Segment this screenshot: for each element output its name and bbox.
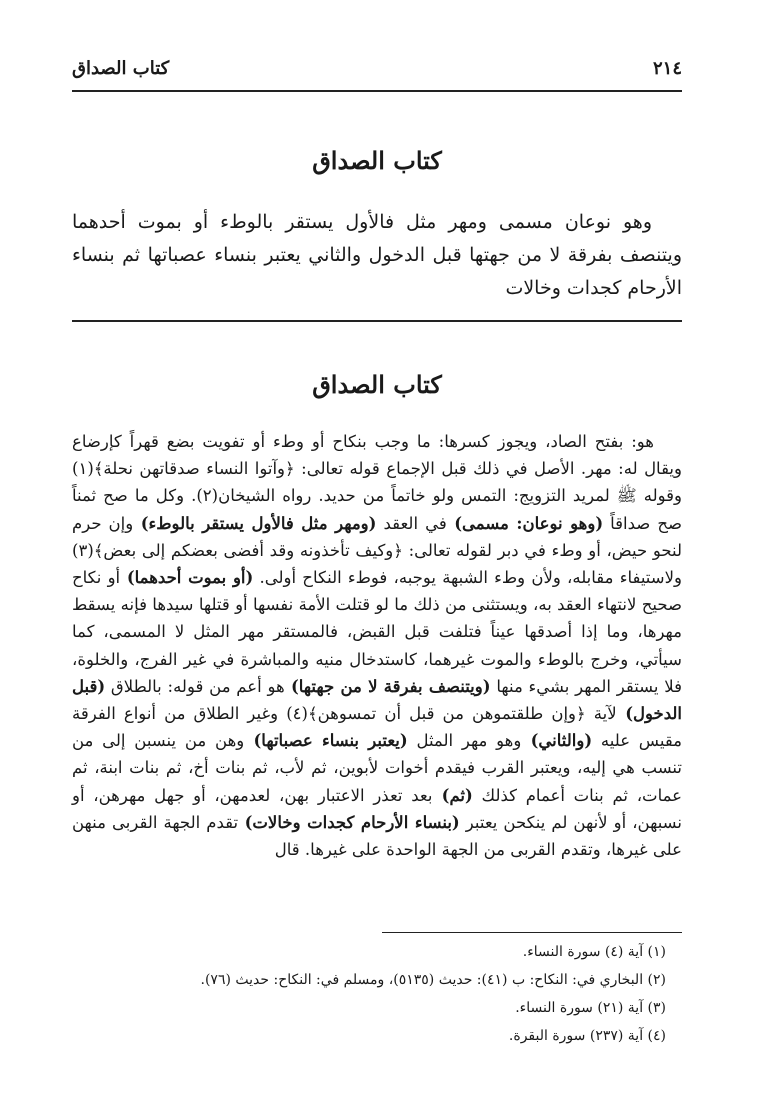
- commentary-run: وهو مهر المثل: [407, 731, 522, 751]
- chapter-title-sharh: كتاب الصداق: [312, 370, 442, 399]
- matn-quote: (ومهر مثل فالأول يستقر بالوطء): [133, 513, 377, 533]
- footnote-item: (٢) البخاري في: النكاح: ب (٤١): حديث (٥١٣٥)، ومسلم في: النكاح: حديث (٧٦).: [200, 972, 666, 988]
- commentary-run: هو أعم من قوله: بالطلاق: [105, 676, 285, 696]
- matn-text: وهو نوعان مسمى ومهر مثل فالأول يستقر بالوطء أو بموت أحدهما ويتنصف بفرقة لا من جهتها قبل الدخول والثاني يعتبر بنساء عصباتها ثم بنساء الأرحام كجدات وخالات: [72, 211, 682, 299]
- commentary-run: بعد تعذر الاعتبار بهن، لعدمهن، أو جهل مهرهن، أو نسبهن، أو لأنهن لم ينكحن يعتبر: [72, 785, 682, 832]
- matn-quote: (أو بموت أحدهما): [120, 568, 254, 588]
- footnotes-list: [72, 938, 682, 1050]
- matn-quote: (بنساء الأرحام كجدات وخالات): [238, 812, 460, 832]
- matn-quote: (ويتنصف بفرقة لا من جهتها): [284, 676, 491, 696]
- section-divider: [72, 320, 682, 322]
- chapter-title-matn: كتاب الصداق: [312, 146, 442, 175]
- page-header: [72, 58, 682, 90]
- footnote-item: (٣) آية (٢١) سورة النساء.: [515, 1000, 666, 1016]
- footnote-rule: [382, 932, 682, 933]
- running-title: كتاب الصداق: [72, 58, 170, 79]
- commentary-run: وهن من ينسبن إلى من تنسب هي إليه، ويعتبر القرب فيقدم أخوات لأبوين، ثم لأب، ثم بنات أخ، ثم بنات ابنة، ثم عمات، ثم بنات أعمام كذلك: [72, 731, 683, 805]
- commentary-run: تقدم الجهة القربى منهن على غيرها، وتقدم القربى من الجهة الواحدة على غيرها. قال: [72, 812, 682, 860]
- footnote-item: (١) آية (٤) سورة النساء.: [522, 944, 666, 960]
- commentary-run: هو: بفتح الصاد، ويجوز كسرها: ما وجب بنكاح أو وطء أو تفويت بضع قهراً كإرضاع ويقال له: مهر. الأصل في ذلك قبل الإجماع قوله تعالى: ﴿وآتوا النساء صدقاتهن نحلة﴾(١) وقوله ﷺ لمريد التزويج: التمس ولو خاتماً من حديد. رواه الشيخان(٢). وكل ما صح ثمناً صح صداقاً: [72, 432, 682, 533]
- commentary-run: وإن حرم لنحو حيض، أو وطء في دبر لقوله تعالى: ﴿وكيف تأخذونه وقد أفضى بعضكم إلى بعض﴾(٣) ولاستيفاء مقابله، ولأن وطء الشبهة يوجبه، فوطء النكاح أولى.: [72, 513, 682, 588]
- commentary-run: لآية ﴿وإن طلقتموهن من قبل أن تمسوهن﴾(٤) وغير الطلاق من أنواع الفرقة مقيس عليه: [72, 704, 682, 751]
- matn-quote: (والثاني): [521, 731, 593, 751]
- matn-quote: (يعتبر بنساء عصباتها): [244, 731, 408, 751]
- header-rule: [72, 90, 682, 92]
- commentary-text: [72, 428, 682, 863]
- matn-quote: (وهو نوعان: مسمى): [446, 513, 604, 533]
- commentary-run: في العقد: [376, 513, 447, 533]
- commentary-run: أو نكاح صحيح لانتهاء العقد به، ويستثنى من ذلك ما لو قتلت الأمة نفسها أو قتلها سيدها فإنه يسقط مهرها، وما إذا أصدقها عيناً فتلفت قبل القبض، فالمستقر مهر المثل لا المسمى، كما سيأتي، وخرج بالوطء والموت غيرهما، كاستدخال منيه والمباشرة في غير الفرج، والخلوة، فلا يستقر المهر بشيء منها: [72, 568, 682, 696]
- matn-quote: (ثم): [432, 785, 473, 805]
- footnote-item: (٤) آية (٢٣٧) سورة البقرة.: [508, 1028, 666, 1044]
- matn-quote: (قبل الدخول): [72, 676, 682, 724]
- page-number: ٢١٤: [652, 58, 682, 79]
